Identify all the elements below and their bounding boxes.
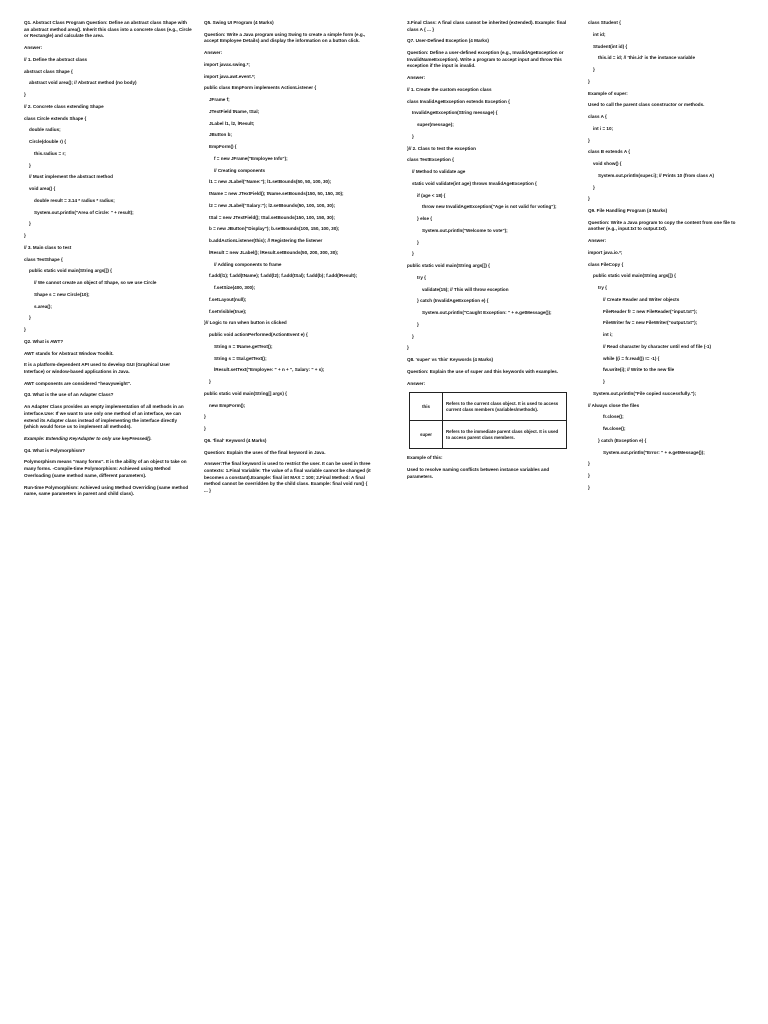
code-line: }: [412, 251, 414, 257]
q9-heading: Q9. File Handling Program (4 Marks): [588, 208, 668, 213]
code-line: import java.io.*;: [588, 249, 623, 255]
code-line: super(message);: [417, 122, 454, 128]
code-line: }: [417, 239, 419, 245]
code-line: void show() {: [593, 161, 622, 166]
code-line: f = new JFrame("Employee Info");: [214, 155, 288, 161]
code-line: Shape s = new Circle(10);: [34, 291, 90, 297]
code-line: int i = 10;: [593, 125, 614, 131]
code-line: double result = 3.14 * radius * radius;: [34, 197, 115, 203]
code-line: }: [588, 461, 590, 467]
q8-heading: Q8. 'super' vs 'this' Keywords (4 Marks): [407, 357, 494, 363]
code-line: JLabel l1, l2, lResult;: [209, 120, 255, 126]
code-line: }: [588, 78, 590, 84]
code-line: // Must implement the abstract method: [29, 174, 113, 180]
code-line: import java.awt.event.*;: [204, 73, 256, 79]
code-line: System.out.println("Error: " + e.getMessage());: [603, 449, 705, 455]
code-line: }: [24, 233, 26, 239]
table-row: [410, 393, 567, 421]
q7-heading: Q7. User-Defined Exception (4 Marks): [407, 38, 489, 44]
code-line: public class EmpForm implements ActionListener {: [204, 85, 317, 91]
code-line: abstract void area(); // Abstract method (no body): [29, 80, 137, 86]
code-line: EmpForm() {: [209, 144, 237, 150]
code-line: FileReader fr = new FileReader("input.txt");: [603, 308, 698, 314]
code-line: // Read character by character until end of file (-1): [603, 343, 711, 349]
code-line: // 3. Main class to test: [24, 244, 72, 250]
code-line: }: [588, 196, 590, 202]
column-2: [204, 20, 372, 500]
code-line: lResult = new JLabel(); lResult.setBounds(50, 200, 300, 30);: [209, 249, 339, 255]
text-line: Answer:: [407, 380, 426, 386]
code-line: }: [29, 162, 31, 168]
code-line: import javax.swing.*;: [204, 61, 250, 67]
code-line: }: [204, 414, 206, 420]
code-line: public static void main(String args[]) {: [407, 263, 490, 269]
code-line: fw.write(i); // Write to the new file: [603, 367, 675, 373]
code-line: }: [588, 473, 590, 479]
text-line: It is a platform-dependent API used to develop GUI (Graphical User Interface) or window-based applications in Java.: [24, 362, 171, 374]
text-line: Answer:: [588, 238, 607, 244]
code-line: throw new InvalidAgeException("Age is not valid for voting");: [422, 204, 557, 210]
code-line: // 2. Concrete class extending Shape: [24, 103, 104, 109]
code-line: }: [603, 379, 605, 385]
code-line: this.radius = r;: [34, 150, 66, 156]
code-line: }: [588, 137, 590, 143]
code-line: JButton b;: [209, 132, 232, 138]
text-line: Question: Explain the use of super and this keywords with examples.: [407, 368, 559, 374]
q6-heading: Q6. 'final' Keyword (4 Marks): [204, 437, 267, 443]
text-line: Used to resolve naming conflicts between instance variables and parameters.: [407, 467, 550, 479]
text-line: Answer:: [24, 45, 43, 51]
text-line: AWT components are considered "heavyweight".: [24, 380, 132, 386]
code-line: JFrame f;: [209, 97, 230, 103]
table-cell-description: Refers to the current class object. It is used to access current class members (variables/methods).: [443, 393, 567, 421]
q3-heading: Q3. What is the use of an Adapter Class?: [24, 392, 114, 398]
code-line: s.area();: [34, 303, 52, 309]
text-line: Question: Explain the uses of the final keyword in Java.: [204, 449, 326, 455]
code-line: try {: [598, 285, 607, 291]
code-line: // Method to validate age: [412, 169, 466, 175]
code-line: class TestShape {: [24, 256, 63, 262]
code-line: System.out.println(super.i); // Prints 10 (from class A): [598, 172, 714, 178]
code-line: new EmpForm();: [209, 402, 246, 408]
text-line: Example of super:: [588, 90, 628, 96]
code-line: int id;: [593, 31, 606, 37]
code-line: fw.close();: [603, 426, 626, 432]
code-line: while ((i = fr.read()) != -1) {: [603, 355, 660, 361]
table-cell-keyword: super: [410, 421, 443, 449]
column-4: [588, 20, 748, 497]
code-line: System.out.println("Area of Circle: " + result);: [34, 209, 134, 215]
code-line: int i;: [603, 332, 613, 338]
code-line: System.out.println("Welcome to vote");: [422, 227, 508, 233]
code-line: static void validate(int age) throws InvalidAgeException {: [412, 180, 537, 186]
code-line: lResult.setText("Employee: " + n + ", Salary: " + s);: [214, 367, 325, 373]
q1-heading: Q1. Abstract Class Program Question: Define an abstract class Shape with an abstract method area(). Inherit this class into a concrete class (e.g., Circle or Rectangle) and calculate the area.: [24, 20, 192, 39]
code-line: class FileCopy {: [588, 261, 624, 267]
code-line: // Creating components: [214, 167, 266, 173]
code-line: Circle(double r) {: [29, 139, 67, 145]
code-line: InvalidAgeException(String message) {: [412, 110, 498, 116]
text-line: Question: Write a Java program to copy the content from one file to another (e.g., input.txt to output.txt).: [588, 219, 736, 232]
code-line: }: [209, 379, 211, 385]
code-line: tName = new JTextField(); tName.setBounds(150, 50, 150, 30);: [209, 191, 344, 197]
text-line: Polymorphism means "many forms". It is the ability of an object to take on many forms. -Compile-time Polymorphism: Achieved using Method Overloading (same method name, different parameters).: [24, 459, 187, 478]
code-line: class A {: [588, 114, 607, 119]
code-line: try {: [417, 274, 426, 280]
code-line: class B extends A {: [588, 149, 631, 155]
code-line: // Adding components to frame: [214, 261, 282, 267]
code-line: }// Logic to run when button is clicked: [204, 320, 287, 326]
code-line: public static void main(String args[]) {: [593, 273, 676, 279]
code-line: l1 = new JLabel("Name:"); l1.setBounds(50, 50, 100, 30);: [209, 179, 332, 185]
code-line: }// 2. Class to test the exception: [407, 145, 476, 151]
column-3: [407, 20, 575, 486]
code-line: class Circle extends Shape {: [24, 115, 87, 121]
super-this-table: [409, 392, 567, 449]
code-line: b.addActionListener(this); // Registering the listener: [209, 238, 323, 244]
code-line: // Always close the files: [588, 402, 640, 408]
code-line: if (age < 18) {: [417, 192, 446, 198]
code-line: String n = tName.getText();: [214, 343, 273, 349]
code-line: JTextField tName, tSal;: [209, 108, 260, 114]
code-line: tSal = new JTextField(); tSal.setBounds(150, 100, 150, 30);: [209, 214, 335, 220]
code-line: String s = tSal.getText();: [214, 355, 267, 361]
code-line: l2 = new JLabel("Salary:"); l2.setBounds(50, 100, 100, 30);: [209, 202, 336, 208]
code-line: class TestException {: [407, 157, 454, 163]
text-line: Answer:: [204, 50, 223, 56]
code-line: f.setLayout(null);: [209, 296, 247, 302]
q5-heading: Q5. Swing UI Program (4 Marks): [204, 20, 274, 25]
code-line: f.add(l1); f.add(tName); f.add(l2); f.add(tSal); f.add(b); f.add(lResult);: [209, 273, 358, 279]
code-line: } else {: [417, 216, 433, 222]
code-line: f.setVisible(true);: [209, 308, 247, 314]
code-line: }: [593, 67, 595, 72]
text-line: An Adapter Class provides an empty implementation of all methods in an interface.Use: If we want to use only one method of an interface, we can extend its Adapter class instead of implementing the interface directly (which would force us to implement all methods).: [24, 404, 184, 430]
code-line: this.id = id; // 'this.id' is the instance variable: [598, 55, 696, 61]
text-line: Answer:: [407, 75, 426, 81]
text-line: 3.Final Class: A final class cannot be inherited (extended). Example: final class A { ... }: [407, 20, 567, 32]
text-line: Example of this:: [407, 455, 443, 461]
code-line: // We cannot create an object of Shape, so we use Circle: [34, 280, 157, 286]
code-line: // 1. Define the abstract class: [24, 56, 88, 62]
code-line: f.setSize(400, 300);: [214, 285, 256, 291]
code-line: }: [407, 345, 409, 351]
code-line: }: [412, 333, 414, 339]
q2-heading: Q2. What is AWT?: [24, 338, 64, 344]
code-line: validate(15); // This will throw exception: [422, 286, 509, 292]
code-line: public static void main(String args[]) {: [29, 268, 112, 274]
code-line: }: [24, 92, 26, 98]
text-line: Question: Define a user-defined exception (e.g., InvalidAgeException or InvalidNameException). Write a program to accept input and throw this exception if the input is invalid.: [407, 50, 564, 69]
code-line: } catch (InvalidAgeException e) {: [417, 298, 489, 304]
code-line: System.out.println("File copied successfully.");: [593, 390, 697, 396]
code-line: double radius;: [29, 127, 61, 133]
code-line: abstract class Shape {: [24, 68, 73, 74]
text-line: Run-time Polymorphism: Achieved using Method Overriding (same method name, same parameters in parent and child class).: [24, 484, 189, 497]
code-line: fr.close();: [603, 414, 624, 420]
code-line: }: [417, 321, 419, 327]
code-line: System.out.println("Caught Exception: " + e.getMessage());: [422, 310, 552, 316]
text-line: AWT stands for Abstract Window Toolkit.: [24, 350, 114, 356]
code-line: // 1. Create the custom exception class: [407, 86, 492, 92]
text-line: Used to call the parent class constructor or methods.: [588, 102, 705, 108]
code-line: }: [204, 426, 206, 432]
code-line: } catch (Exception e) {: [598, 437, 647, 443]
code-line: void area() {: [29, 186, 56, 192]
code-line: public void actionPerformed(ActionEvent e) {: [209, 332, 308, 338]
code-line: class Student {: [588, 20, 621, 25]
text-line: Example: Extending KeyAdapter to only use keyPressed().: [24, 435, 152, 441]
code-line: }: [29, 221, 31, 227]
code-line: }: [588, 484, 590, 490]
table-row: [410, 421, 567, 449]
code-line: }: [29, 315, 31, 321]
code-line: }: [24, 327, 26, 333]
code-line: // Create Reader and Writer objects: [603, 296, 680, 302]
code-line: b = new JButton("Display"); b.setBounds(100, 150, 100, 30);: [209, 226, 340, 232]
table-cell-description: Refers to the immediate parent class object. It is used to access parent class members.: [443, 421, 567, 449]
table-cell-keyword: this: [410, 393, 443, 421]
text-line: Question: Write a Java program using Swing to create a simple form (e.g., accept Employee Details) and display the information on a button click.: [204, 31, 366, 44]
code-line: class InvalidAgeException extends Exception {: [407, 98, 510, 104]
code-line: public static void main(String[] args) {: [204, 390, 287, 396]
code-line: FileWriter fw = new FileWriter("output.txt");: [603, 320, 698, 326]
text-line: Answer:The final keyword is used to restrict the user. It can be used in three contexts: 1.Final Variable: The value of a final variable cannot be changed (it becomes a constant).Example: final int MAX = 100; 2.Final Method: A final method cannot be overridden by the child class. Example: final void run() { ... }: [204, 461, 371, 494]
code-line: }: [412, 133, 414, 139]
code-line: Student(int id) {: [593, 43, 628, 49]
column-1: [24, 20, 192, 503]
code-line: }: [593, 184, 595, 190]
q4-heading: Q4. What is Polymorphism?: [24, 447, 86, 453]
